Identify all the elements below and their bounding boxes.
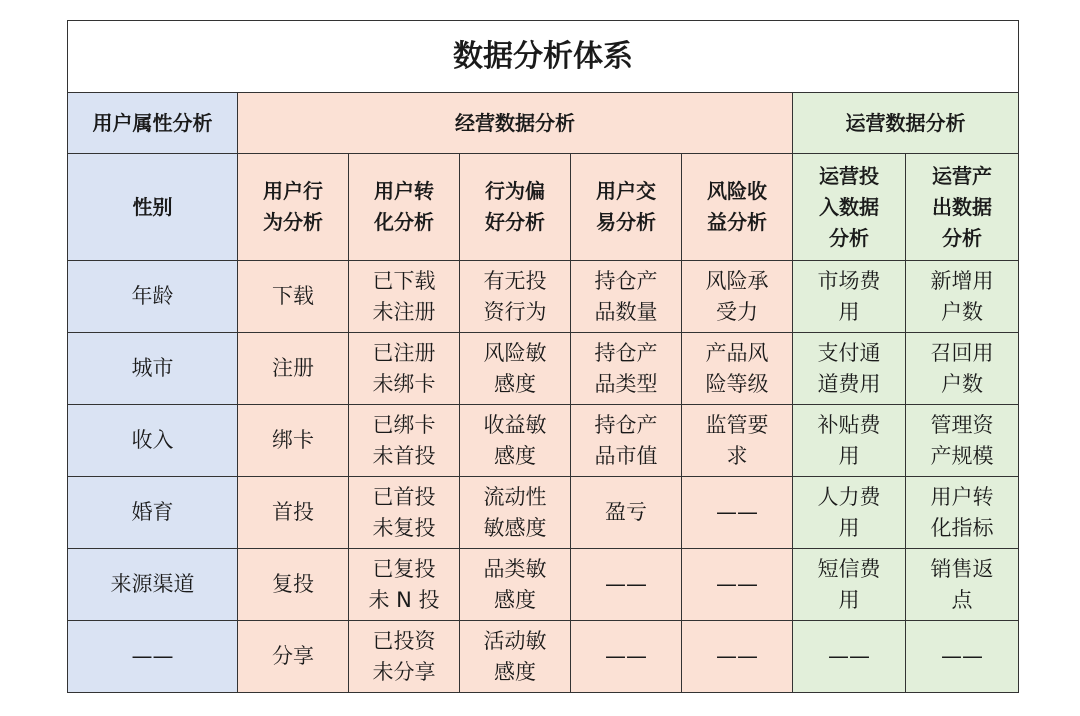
cell-text-line: 感度: [494, 587, 536, 612]
table-cell: [349, 549, 460, 621]
table-cell: [793, 621, 906, 693]
cell-text-line: 资行为: [483, 299, 547, 324]
cell-text-line: 分享: [272, 644, 314, 668]
cell-text-line: 行为偏: [485, 179, 545, 203]
cell-text-line: 出数据: [932, 194, 992, 219]
cell-text-line: 益分析: [707, 210, 767, 234]
table-cell: [571, 405, 682, 477]
page-title: 数据分析体系: [68, 21, 1019, 93]
cell-text-line: 复投: [272, 572, 314, 596]
subheader-cell: [571, 154, 682, 261]
table-cell: [793, 477, 906, 549]
cell-text-line: 未首投: [372, 443, 436, 468]
table-cell: [682, 549, 793, 621]
cell-text-line: 品类型: [594, 371, 658, 396]
cell-text-line: 易分析: [596, 210, 656, 234]
cell-text-line: ——: [941, 644, 983, 668]
cell-text-line: 已首投: [372, 484, 436, 509]
cell-text-line: 受力: [716, 299, 758, 324]
cell-text-line: 运营产: [932, 163, 992, 188]
table-cell: [238, 261, 349, 333]
cell-text-line: 感度: [494, 371, 536, 396]
table-cell: [793, 405, 906, 477]
cell-text-line: 支付通: [817, 340, 881, 365]
category-business-data: 经营数据分析: [238, 93, 793, 154]
cell-text-line: 敏感度: [483, 515, 547, 540]
subheader-cell: [682, 154, 793, 261]
table-cell: [906, 333, 1019, 405]
cell-text-line: 品市值: [594, 443, 658, 468]
table-cell: [238, 621, 349, 693]
cell-text-line: 用: [838, 443, 860, 468]
table-cell: [460, 549, 571, 621]
cell-text-line: 活动敏: [483, 628, 547, 653]
cell-text-line: 为分析: [263, 210, 323, 234]
cell-text-line: 用户转: [374, 179, 434, 203]
subheader-cell: [238, 154, 349, 261]
cell-text-line: 首投: [272, 500, 314, 524]
table-cell: [238, 477, 349, 549]
table-cell: [682, 405, 793, 477]
cell-text-line: 道费用: [817, 371, 881, 396]
cell-text-line: 已复投: [372, 556, 436, 581]
table-cell: [906, 549, 1019, 621]
table-cell: [460, 333, 571, 405]
cell-text-line: 婚育: [131, 500, 174, 524]
cell-text-line: 收入: [131, 428, 174, 452]
cell-text-line: 感度: [494, 443, 536, 468]
cell-text-line: 销售返: [930, 556, 994, 581]
table-cell: [682, 621, 793, 693]
cell-text-line: 入数据: [819, 194, 879, 219]
cell-text-line: 运营投: [819, 163, 879, 188]
cell-text-line: 好分析: [485, 210, 545, 234]
table-cell: [793, 333, 906, 405]
table-cell: [349, 477, 460, 549]
table-cell: [793, 549, 906, 621]
cell-text-line: 来源渠道: [110, 572, 195, 596]
cell-text-line: 未复投: [372, 515, 436, 540]
cell-text-line: 分析: [829, 225, 869, 250]
cell-text-line: 人力费: [817, 484, 881, 509]
cell-text-line: 已绑卡: [372, 412, 436, 437]
cell-text-line: 点: [951, 587, 973, 612]
category-operation-data: 运营数据分析: [793, 93, 1019, 154]
cell-text-line: 未注册: [372, 299, 436, 324]
table-cell: [68, 477, 238, 549]
cell-text-line: 品数量: [594, 299, 658, 324]
cell-text-line: 户数: [941, 299, 983, 324]
cell-text-line: ——: [131, 644, 174, 668]
table-cell: [238, 549, 349, 621]
cell-text-line: 注册: [272, 356, 314, 380]
cell-text-line: 品类敏: [483, 556, 547, 581]
table-cell: [349, 261, 460, 333]
cell-text-line: ——: [605, 572, 647, 596]
table-cell: [460, 261, 571, 333]
table-cell: [68, 621, 238, 693]
table-cell: [460, 405, 571, 477]
cell-text-line: 已下载: [372, 268, 436, 293]
table-row: [68, 477, 1019, 549]
cell-text-line: 用户行: [263, 179, 323, 203]
table-row: [68, 261, 1019, 333]
cell-text-line: 城市: [131, 356, 174, 380]
table-cell: [238, 405, 349, 477]
cell-text-line: 下载: [272, 284, 314, 308]
cell-text-line: 盈亏: [605, 500, 647, 524]
table-cell: [682, 261, 793, 333]
subheader-cell: [349, 154, 460, 261]
table-cell: [349, 621, 460, 693]
cell-text-line: 短信费: [817, 556, 881, 581]
cell-text-line: 风险承: [705, 268, 769, 293]
cell-text-line: ——: [716, 644, 758, 668]
table-cell: [571, 333, 682, 405]
cell-text-line: 收益敏: [483, 412, 547, 437]
cell-text-line: 产规模: [930, 443, 994, 468]
analysis-system-table: [67, 20, 1019, 693]
cell-text-line: 风险敏: [483, 340, 547, 365]
table-cell: [68, 405, 238, 477]
table-cell: [68, 261, 238, 333]
cell-text-line: 已投资: [372, 628, 436, 653]
cell-text-line: 用: [838, 299, 860, 324]
cell-text-line: 户数: [941, 371, 983, 396]
table-cell: [68, 333, 238, 405]
table-cell: [349, 405, 460, 477]
table-cell: [906, 405, 1019, 477]
cell-text-line: ——: [716, 500, 758, 524]
cell-text-line: 性别: [132, 194, 173, 219]
table-row: [68, 333, 1019, 405]
cell-text-line: 市场费: [817, 268, 881, 293]
table-cell: [906, 477, 1019, 549]
cell-text-line: ——: [716, 572, 758, 596]
table-cell: [571, 477, 682, 549]
cell-text-line: 化指标: [930, 515, 994, 540]
subheader-row: [68, 154, 1019, 261]
cell-text-line: 新增用: [930, 268, 994, 293]
table-cell: [682, 333, 793, 405]
subheader-cell: [793, 154, 906, 261]
cell-text-line: 绑卡: [272, 428, 314, 452]
cell-text-line: 年龄: [131, 284, 174, 308]
cell-text-line: 持仓产: [594, 340, 658, 365]
table-cell: [906, 261, 1019, 333]
table-cell: [571, 549, 682, 621]
cell-text-line: 补贴费: [817, 412, 881, 437]
cell-text-line: 用: [838, 515, 860, 540]
table-cell: [460, 621, 571, 693]
cell-text-line: 监管要: [705, 412, 769, 437]
table-cell: [906, 621, 1019, 693]
table-cell: [349, 333, 460, 405]
cell-text-line: 产品风: [705, 340, 769, 365]
cell-text-line: 已注册: [372, 340, 436, 365]
cell-text-line: 求: [726, 443, 748, 468]
cell-text-line: 未绑卡: [372, 371, 436, 396]
subheader-cell: [906, 154, 1019, 261]
cell-text-line: 用户转: [930, 484, 994, 509]
cell-text-line: 用户交: [596, 179, 656, 203]
cell-text-line: 感度: [494, 659, 536, 684]
cell-text-line: 管理资: [930, 412, 994, 437]
table-cell: [460, 477, 571, 549]
cell-text-line: ——: [828, 644, 870, 668]
table-row: [68, 549, 1019, 621]
table-row: [68, 405, 1019, 477]
cell-text-line: 用: [838, 587, 860, 612]
cell-text-line: ——: [605, 644, 647, 668]
cell-text-line: 未 N 投: [368, 587, 440, 612]
table-cell: [238, 333, 349, 405]
cell-text-line: 流动性: [483, 484, 547, 509]
category-user-attribute: 用户属性分析: [68, 93, 238, 154]
cell-text-line: 召回用: [930, 340, 994, 365]
table-row: [68, 621, 1019, 693]
table-cell: [68, 549, 238, 621]
table-cell: [682, 477, 793, 549]
cell-text-line: 险等级: [705, 371, 769, 396]
table-cell: [793, 261, 906, 333]
cell-text-line: 持仓产: [594, 268, 658, 293]
table-cell: [571, 621, 682, 693]
cell-text-line: 持仓产: [594, 412, 658, 437]
subheader-cell: [460, 154, 571, 261]
cell-text-line: 风险收: [707, 179, 767, 203]
cell-text-line: 有无投: [483, 268, 547, 293]
cell-text-line: 未分享: [372, 659, 436, 684]
subheader-cell: [68, 154, 238, 261]
cell-text-line: 分析: [942, 225, 982, 250]
table-cell: [571, 261, 682, 333]
cell-text-line: 化分析: [374, 210, 434, 234]
